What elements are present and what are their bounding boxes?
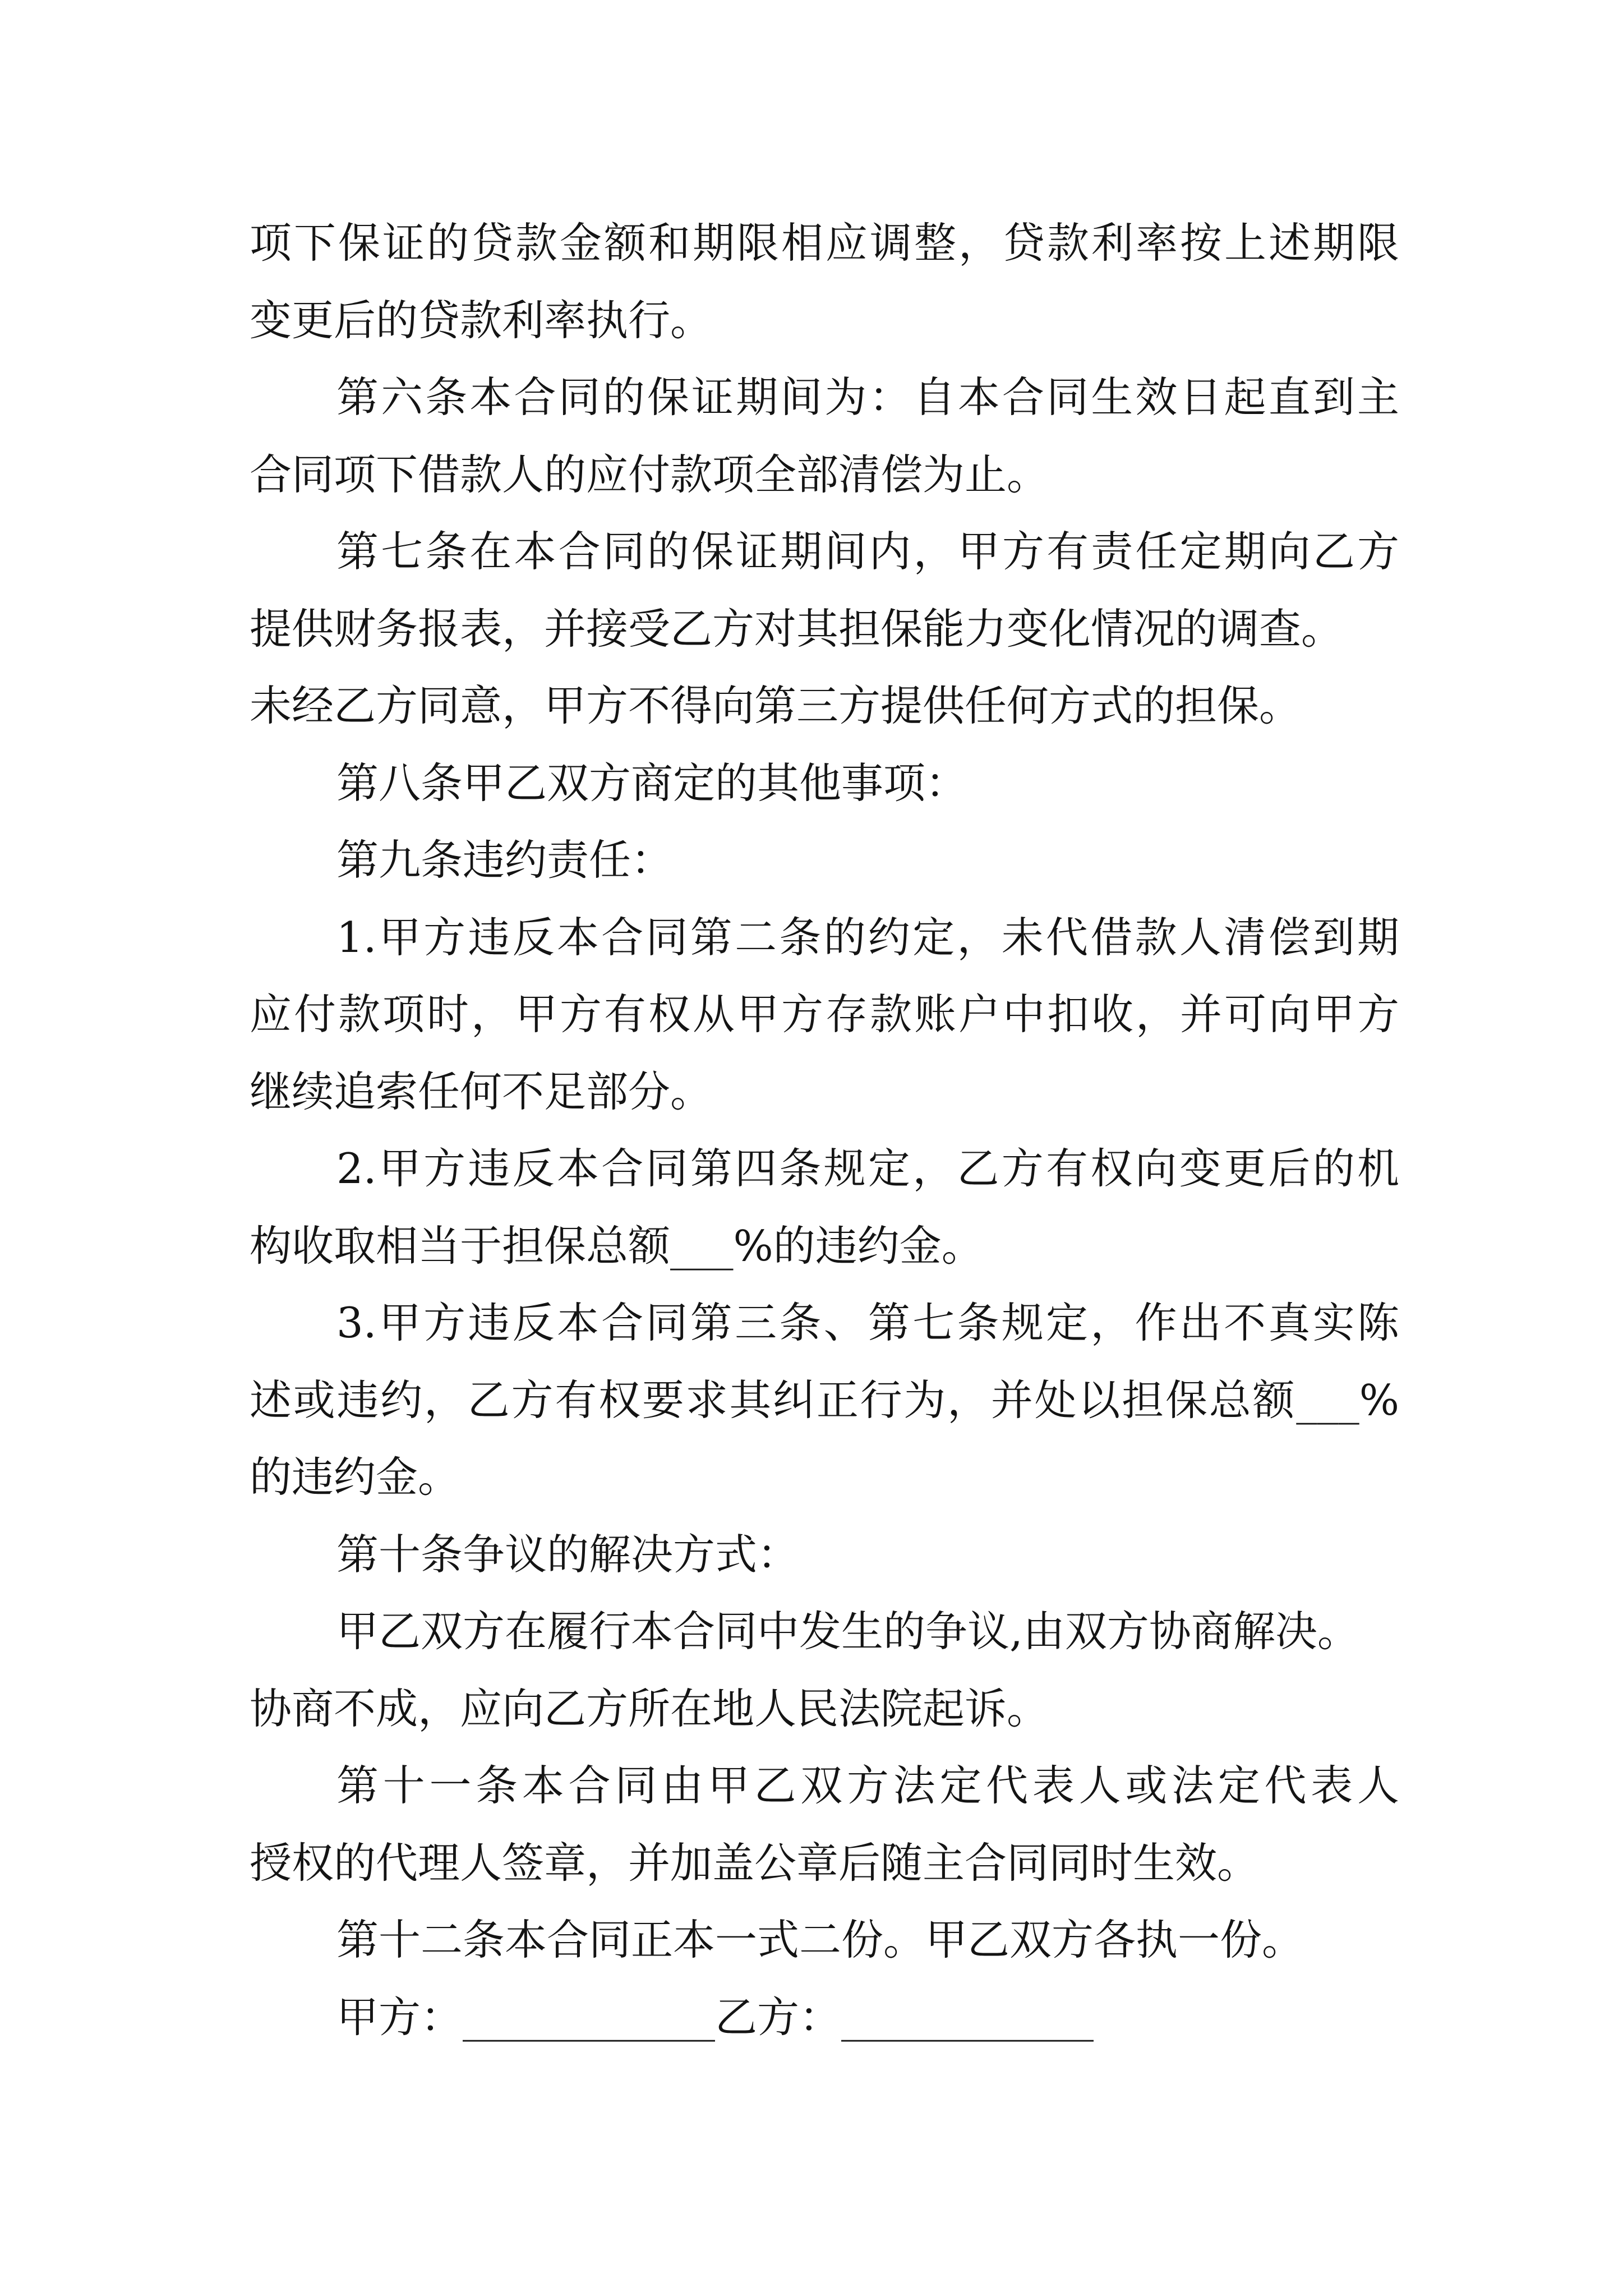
article-9-line: 第九条违约责任： bbox=[336, 835, 674, 885]
paragraph-line: 述或违约，乙方有权要求其纠正行为，并处以担保总额___% bbox=[250, 1375, 1399, 1425]
article-11-line: 第十一条本合同由甲乙双方法定代表人或法定代表人 bbox=[336, 1761, 1399, 1810]
paragraph-line: 项下保证的贷款金额和期限相应调整，贷款利率按上述期限 bbox=[250, 218, 1399, 268]
paragraph-line: 协商不成，应向乙方所在地人民法院起诉。 bbox=[250, 1683, 1049, 1733]
article-8-line: 第八条甲乙双方商定的其他事项： bbox=[336, 758, 968, 808]
paragraph-line: 甲乙双方在履行本合同中发生的争议,由双方协商解决。 bbox=[336, 1607, 1359, 1656]
paragraph-line: 提供财务报表，并接受乙方对其担保能力变化情况的调查。 bbox=[250, 604, 1344, 654]
paragraph-line: 变更后的贷款利率执行。 bbox=[250, 295, 713, 345]
article-6-line: 第六条本合同的保证期间为：自本合同生效日起直到主 bbox=[336, 372, 1399, 422]
paragraph-line: 授权的代理人签章，并加盖公章后随主合同同时生效。 bbox=[250, 1838, 1260, 1888]
article-7-line: 第七条在本合同的保证期间内，甲方有责任定期向乙方 bbox=[336, 527, 1399, 576]
paragraph-line: 的违约金。 bbox=[250, 1452, 460, 1502]
signature-line: 甲方：____________乙方：____________ bbox=[336, 1992, 1094, 2042]
article-10-line: 第十条争议的解决方式： bbox=[336, 1529, 800, 1579]
paragraph-line: 构收取相当于担保总额___%的违约金。 bbox=[250, 1221, 984, 1271]
paragraph-line: 继续追索任何不足部分。 bbox=[250, 1066, 713, 1116]
paragraph-line: 合同项下借款人的应付款项全部清偿为止。 bbox=[250, 449, 1049, 499]
clause-3-line: 3.甲方违反本合同第三条、第七条规定，作出不真实陈 bbox=[336, 1298, 1399, 1347]
article-12-line: 第十二条本合同正本一式二份。甲乙双方各执一份。 bbox=[336, 1915, 1304, 1964]
paragraph-line: 应付款项时，甲方有权从甲方存款账户中扣收，并可向甲方 bbox=[250, 990, 1399, 1039]
paragraph-line: 未经乙方同意，甲方不得向第三方提供任何方式的担保。 bbox=[250, 681, 1302, 730]
clause-2-line: 2.甲方违反本合同第四条规定，乙方有权向变更后的机 bbox=[336, 1144, 1399, 1193]
clause-1-line: 1.甲方违反本合同第二条的约定，未代借款人清偿到期 bbox=[336, 912, 1399, 962]
contract-body bbox=[250, 205, 1399, 2056]
